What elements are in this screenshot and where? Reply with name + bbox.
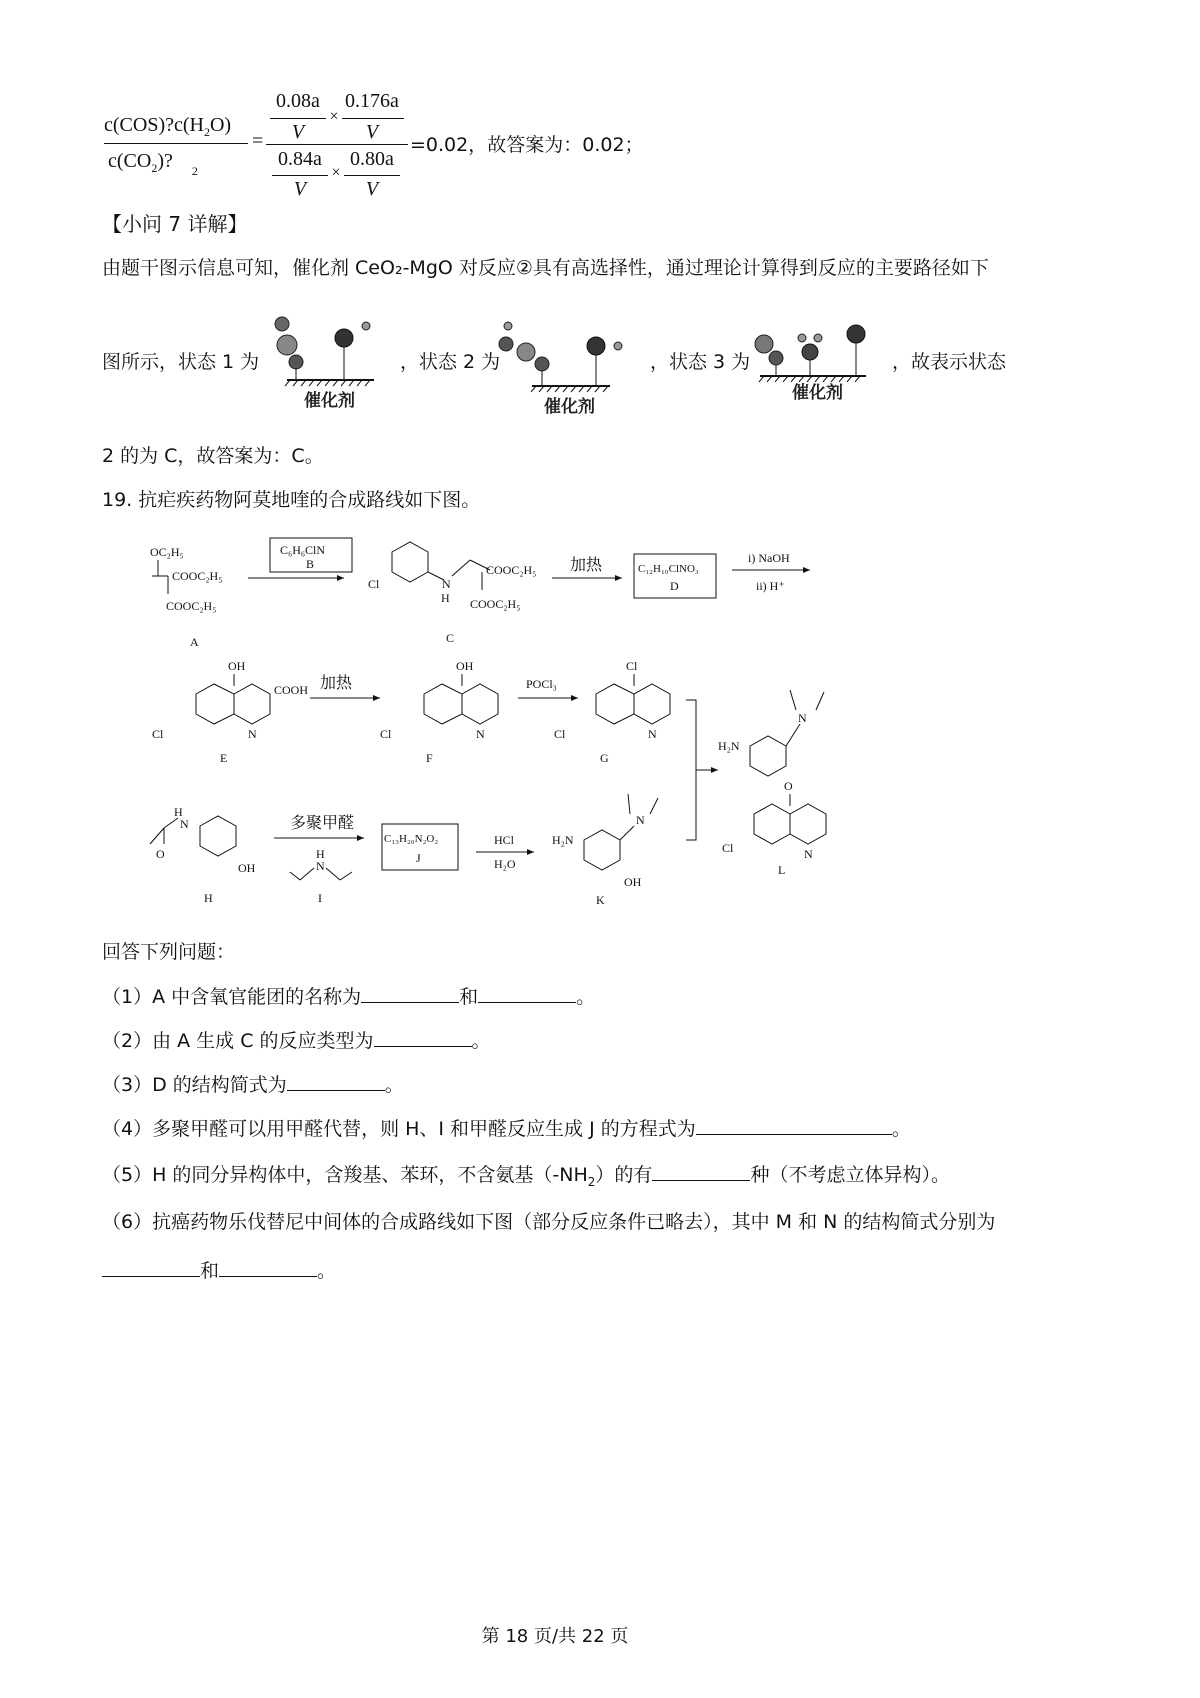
svg-text:OH: OH (228, 659, 246, 673)
equals-sign: = (252, 130, 264, 152)
catalyst-label-2: 催化剂 (544, 397, 595, 416)
svg-text:C₁₃H₂₀N₂O₂: C₁₃H₂₀N₂O₂ (384, 833, 439, 845)
compound-I (290, 847, 352, 905)
label-K: K (596, 893, 605, 907)
svg-text:N: N (648, 727, 657, 741)
svg-text:HCl: HCl (494, 833, 515, 847)
svg-text:OC₂H₅: OC₂H₅ (150, 545, 184, 559)
denominator-2-v: V (365, 178, 379, 200)
q7-state3-text: ，状态 3 为 (650, 351, 751, 373)
svg-text:加热: 加热 (320, 673, 353, 692)
svg-text:Cl: Cl (626, 659, 638, 673)
q7-state-end: ，故表示状态 (892, 351, 1007, 373)
answer-blank-2[interactable] (374, 1026, 472, 1047)
answer-prompt: 回答下列问题： (102, 941, 236, 963)
answer-blank-6b[interactable] (219, 1256, 317, 1277)
denominator-1-v: V (293, 178, 307, 200)
question-6-blanks: 和 。 (102, 1256, 336, 1285)
svg-text:N: N (636, 813, 645, 827)
q7-line1: 由题干图示信息可知，催化剂 CeO₂-MgO 对反应②具有高选择性，通过理论计算得到反应的主要路径如下 (102, 257, 989, 279)
q19-title: 19. 抗疟疾药物阿莫地喹的合成路线如下图。 (102, 489, 481, 511)
svg-text:N: N (442, 577, 451, 591)
svg-text:H: H (441, 591, 450, 605)
state-2-diagram (492, 318, 632, 418)
compound-A (150, 545, 222, 649)
label-I: I (318, 891, 322, 905)
answer-blank-6a[interactable] (102, 1256, 200, 1277)
question-6: （6）抗癌药物乐伐替尼中间体的合成路线如下图（部分反应条件已略去），其中 M 和 N 的结构简式分别为 (102, 1211, 996, 1233)
label-H: H (204, 891, 213, 905)
question-1: （1）A 中含氧官能团的名称为 和 。 (102, 982, 595, 1011)
svg-text:N: N (180, 817, 189, 831)
svg-text:Cl: Cl (368, 577, 380, 591)
question-2: （2）由 A 生成 C 的反应类型为 。 (102, 1026, 491, 1055)
svg-text:多聚甲醛: 多聚甲醛 (290, 813, 355, 832)
answer-blank-4[interactable] (696, 1114, 892, 1135)
svg-text:COOC₂H₅: COOC₂H₅ (166, 599, 217, 613)
svg-text:OH: OH (624, 875, 642, 889)
compound-H (150, 805, 256, 905)
svg-text:H: H (316, 847, 325, 861)
answer-blank-1b[interactable] (478, 982, 576, 1003)
numerator-1-bar (270, 118, 326, 119)
lhs-fraction-bar (104, 143, 248, 144)
compound-F (380, 659, 498, 765)
svg-text:H₂N: H₂N (718, 739, 740, 753)
svg-text:H₂O: H₂O (494, 857, 516, 871)
svg-text:J: J (416, 851, 421, 865)
label-E: E (220, 751, 228, 765)
denominator-2-bar (344, 175, 400, 176)
svg-text:N: N (476, 727, 485, 741)
svg-text:ii) H⁺: ii) H⁺ (756, 579, 785, 593)
answer-blank-3[interactable] (287, 1070, 385, 1091)
denominator-1-bar (272, 175, 328, 176)
svg-text:COOC₂H₅: COOC₂H₅ (470, 597, 521, 611)
svg-text:Cl: Cl (380, 727, 392, 741)
times-sign-1: × (329, 108, 339, 125)
page-footer: 第 18 页/共 22 页 (481, 1626, 629, 1647)
answer-blank-1a[interactable] (361, 982, 459, 1003)
state-3-diagram (752, 318, 882, 410)
synthesis-scheme (130, 528, 830, 918)
equilibrium-formula (100, 88, 660, 203)
label-C: C (446, 631, 455, 645)
svg-text:OH: OH (456, 659, 474, 673)
question-3: （3）D 的结构简式为 。 (102, 1070, 404, 1099)
main-fraction-bar (266, 144, 408, 145)
svg-text:C₆H₆ClN: C₆H₆ClN (280, 543, 326, 557)
denominator-2: 0.80a (350, 148, 394, 170)
times-sign-2: × (331, 164, 341, 181)
svg-text:C₁₂H₁₀ClNO₃: C₁₂H₁₀ClNO₃ (638, 563, 699, 575)
compound-K (552, 794, 658, 907)
state-1-diagram (262, 310, 392, 414)
catalyst-label-3: 催化剂 (792, 383, 843, 402)
answer-blank-5[interactable] (652, 1160, 750, 1181)
svg-text:COOH: COOH (274, 683, 309, 697)
numerator-2-bar (342, 118, 404, 119)
label-A: A (190, 635, 199, 649)
compound-G (554, 659, 670, 765)
svg-text:POCl₃: POCl₃ (526, 677, 557, 691)
svg-text:B: B (306, 557, 315, 571)
numerator-2: 0.176a (345, 90, 399, 112)
compound-E (152, 659, 308, 765)
svg-text:D: D (670, 579, 679, 593)
svg-text:N: N (248, 727, 257, 741)
lhs-denominator: $c(CO_2)$? $_2$ (108, 150, 198, 178)
svg-text:Cl: Cl (554, 727, 566, 741)
label-F: F (426, 751, 433, 765)
q7-heading: 【小问 7 详解】 (102, 212, 248, 236)
svg-text:COOC₂H₅: COOC₂H₅ (486, 563, 537, 577)
numerator-1-v: V (291, 121, 305, 143)
svg-text:H: H (174, 805, 183, 819)
q7-state1-text: 图所示，状态 1 为 (102, 351, 260, 373)
svg-text:N: N (316, 859, 325, 873)
svg-text:O: O (156, 847, 165, 861)
lhs-numerator: $c(COS)?c(H_2O)$ (104, 114, 232, 139)
numerator-2-v: V (365, 121, 379, 143)
question-5: （5）H 的同分异构体中，含羧基、苯环，不含氨基$(-NH_2)$的有 种（不考虑立体异构）。 (102, 1160, 950, 1196)
svg-text:i) NaOH: i) NaOH (748, 551, 790, 565)
svg-text:N: N (798, 711, 807, 725)
svg-text:O: O (784, 779, 793, 793)
svg-text:N: N (804, 847, 813, 861)
q7-state2-text: ，状态 2 为 (400, 351, 501, 373)
svg-text:COOC₂H₅: COOC₂H₅ (172, 569, 223, 583)
q7-conclusion: 2 的为 C，故答案为：C。 (102, 445, 324, 467)
compound-C (368, 542, 536, 645)
denominator-1: 0.84a (278, 148, 322, 170)
svg-text:H₂N: H₂N (552, 833, 574, 847)
label-G: G (600, 751, 609, 765)
catalyst-label-1: 催化剂 (304, 391, 355, 410)
svg-text:加热: 加热 (570, 555, 603, 574)
formula-result: =0.02，故答案为：0.02； (410, 134, 644, 156)
svg-text:OH: OH (238, 861, 256, 875)
svg-text:Cl: Cl (722, 841, 734, 855)
svg-text:Cl: Cl (152, 727, 164, 741)
compound-L (718, 690, 826, 877)
numerator-1: 0.08a (276, 90, 320, 112)
question-4: （4）多聚甲醛可以用甲醛代替，则 H、I 和甲醛反应生成 J 的方程式为 。 (102, 1114, 911, 1143)
label-L: L (778, 863, 786, 877)
